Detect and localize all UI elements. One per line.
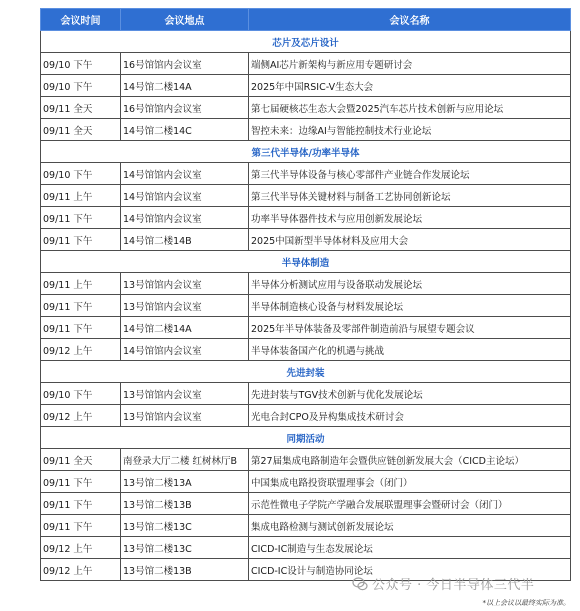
header-name: 会议名称 bbox=[249, 9, 571, 31]
cell-meeting-name: 功率半导体器件技术与应用创新发展论坛 bbox=[249, 207, 571, 229]
cell-time: 09/11 下午 bbox=[41, 207, 121, 229]
table-row bbox=[41, 449, 571, 471]
cell-time: 09/11 下午 bbox=[41, 493, 121, 515]
cell-meeting-name: 第三代半导体设备与核心零部件产业链合作发展论坛 bbox=[249, 163, 571, 185]
cell-location: 13号馆二楼13B bbox=[121, 493, 249, 515]
cell-location: 16号馆馆内会议室 bbox=[121, 53, 249, 75]
section-title: 同期活动 bbox=[41, 427, 571, 449]
cell-meeting-name: 第三代半导体关键材料与制备工艺协同创新论坛 bbox=[249, 185, 571, 207]
cell-meeting-name: 先进封装与TGV技术创新与优化发展论坛 bbox=[249, 383, 571, 405]
cell-time: 09/10 下午 bbox=[41, 75, 121, 97]
section-row bbox=[41, 251, 571, 273]
cell-meeting-name: 第27届集成电路制造年会暨供应链创新发展大会（CICD主论坛） bbox=[249, 449, 571, 471]
cell-location: 14号馆馆内会议室 bbox=[121, 185, 249, 207]
table-row bbox=[41, 97, 571, 119]
cell-location: 14号馆馆内会议室 bbox=[121, 207, 249, 229]
cell-location: 14号馆二楼14A bbox=[121, 317, 249, 339]
section-row bbox=[41, 427, 571, 449]
cell-location: 13号馆二楼13A bbox=[121, 471, 249, 493]
section-title: 先进封装 bbox=[41, 361, 571, 383]
cell-time: 09/11 下午 bbox=[41, 317, 121, 339]
cell-meeting-name: 集成电路检测与测试创新发展论坛 bbox=[249, 515, 571, 537]
cell-location: 14号馆二楼14A bbox=[121, 75, 249, 97]
section-row bbox=[41, 31, 571, 53]
cell-time: 09/10 下午 bbox=[41, 383, 121, 405]
footnote: *以上会议以最终实际为准。 bbox=[482, 599, 570, 607]
table-row bbox=[41, 75, 571, 97]
table-row bbox=[41, 317, 571, 339]
cell-meeting-name: CICD-IC制造与生态发展论坛 bbox=[249, 537, 571, 559]
cell-time: 09/11 下午 bbox=[41, 229, 121, 251]
wechat-icon bbox=[352, 576, 368, 592]
table-row bbox=[41, 515, 571, 537]
cell-meeting-name: 端侧AI芯片新架构与新应用专题研讨会 bbox=[249, 53, 571, 75]
cell-location: 14号馆二楼14C bbox=[121, 119, 249, 141]
cell-location: 14号馆二楼14B bbox=[121, 229, 249, 251]
cell-time: 09/10 下午 bbox=[41, 53, 121, 75]
cell-time: 09/11 上午 bbox=[41, 273, 121, 295]
cell-time: 09/12 上午 bbox=[41, 339, 121, 361]
cell-meeting-name: 第七届硬核芯生态大会暨2025汽车芯片技术创新与应用论坛 bbox=[249, 97, 571, 119]
section-row bbox=[41, 361, 571, 383]
table-row bbox=[41, 119, 571, 141]
cell-time: 09/11 下午 bbox=[41, 295, 121, 317]
cell-meeting-name: 半导体制造核心设备与材料发展论坛 bbox=[249, 295, 571, 317]
cell-location: 16号馆馆内会议室 bbox=[121, 97, 249, 119]
table-row bbox=[41, 493, 571, 515]
cell-location: 13号馆馆内会议室 bbox=[121, 383, 249, 405]
cell-location: 13号馆馆内会议室 bbox=[121, 405, 249, 427]
cell-meeting-name: 示范性微电子学院产学融合发展联盟理事会暨研讨会（闭门） bbox=[249, 493, 571, 515]
section-title: 半导体制造 bbox=[41, 251, 571, 273]
cell-time: 09/11 下午 bbox=[41, 471, 121, 493]
table-row bbox=[41, 185, 571, 207]
cell-location: 14号馆馆内会议室 bbox=[121, 339, 249, 361]
table-row bbox=[41, 273, 571, 295]
table-row bbox=[41, 537, 571, 559]
cell-time: 09/12 上午 bbox=[41, 405, 121, 427]
cell-time: 09/10 下午 bbox=[41, 163, 121, 185]
table-row bbox=[41, 53, 571, 75]
section-title: 芯片及芯片设计 bbox=[41, 31, 571, 53]
conference-schedule-table bbox=[40, 8, 571, 581]
header-row bbox=[41, 9, 571, 31]
cell-meeting-name: 光电合封CPO及异构集成技术研讨会 bbox=[249, 405, 571, 427]
cell-location: 13号馆二楼13C bbox=[121, 515, 249, 537]
cell-time: 09/12 上午 bbox=[41, 537, 121, 559]
section-title: 第三代半导体/功率半导体 bbox=[41, 141, 571, 163]
cell-meeting-name: 2025年半导体装备及零部件制造前沿与展望专题会议 bbox=[249, 317, 571, 339]
table-row bbox=[41, 163, 571, 185]
cell-time: 09/11 全天 bbox=[41, 449, 121, 471]
watermark-text: 公众号 · 今日半导体三代半 bbox=[372, 578, 535, 593]
cell-meeting-name: 中国集成电路投资联盟理事会（闭门） bbox=[249, 471, 571, 493]
section-row bbox=[41, 141, 571, 163]
cell-location: 13号馆二楼13B bbox=[121, 559, 249, 581]
cell-meeting-name: 2025年中国RSIC-V生态大会 bbox=[249, 75, 571, 97]
table-row bbox=[41, 229, 571, 251]
header-location: 会议地点 bbox=[121, 9, 249, 31]
table-row bbox=[41, 405, 571, 427]
cell-meeting-name: 智控未来：边缘AI与智能控制技术行业论坛 bbox=[249, 119, 571, 141]
cell-location: 14号馆馆内会议室 bbox=[121, 163, 249, 185]
table-row bbox=[41, 207, 571, 229]
schedule-body bbox=[41, 31, 571, 581]
table-row bbox=[41, 339, 571, 361]
header-time: 会议时间 bbox=[41, 9, 121, 31]
cell-time: 09/11 下午 bbox=[41, 515, 121, 537]
cell-meeting-name: 半导体装备国产化的机遇与挑战 bbox=[249, 339, 571, 361]
cell-meeting-name: 半导体分析测试应用与设备联动发展论坛 bbox=[249, 273, 571, 295]
cell-location: 南登录大厅二楼 红树林厅B bbox=[121, 449, 249, 471]
cell-meeting-name: CICD-IC设计与制造协同论坛 bbox=[249, 559, 571, 581]
cell-location: 13号馆馆内会议室 bbox=[121, 295, 249, 317]
table-row bbox=[41, 471, 571, 493]
watermark bbox=[352, 574, 534, 593]
cell-time: 09/11 全天 bbox=[41, 119, 121, 141]
table-row bbox=[41, 383, 571, 405]
cell-location: 13号馆二楼13C bbox=[121, 537, 249, 559]
cell-time: 09/12 上午 bbox=[41, 559, 121, 581]
cell-time: 09/11 上午 bbox=[41, 185, 121, 207]
cell-time: 09/11 全天 bbox=[41, 97, 121, 119]
cell-meeting-name: 2025中国新型半导体材料及应用大会 bbox=[249, 229, 571, 251]
cell-location: 13号馆馆内会议室 bbox=[121, 273, 249, 295]
table-row bbox=[41, 295, 571, 317]
